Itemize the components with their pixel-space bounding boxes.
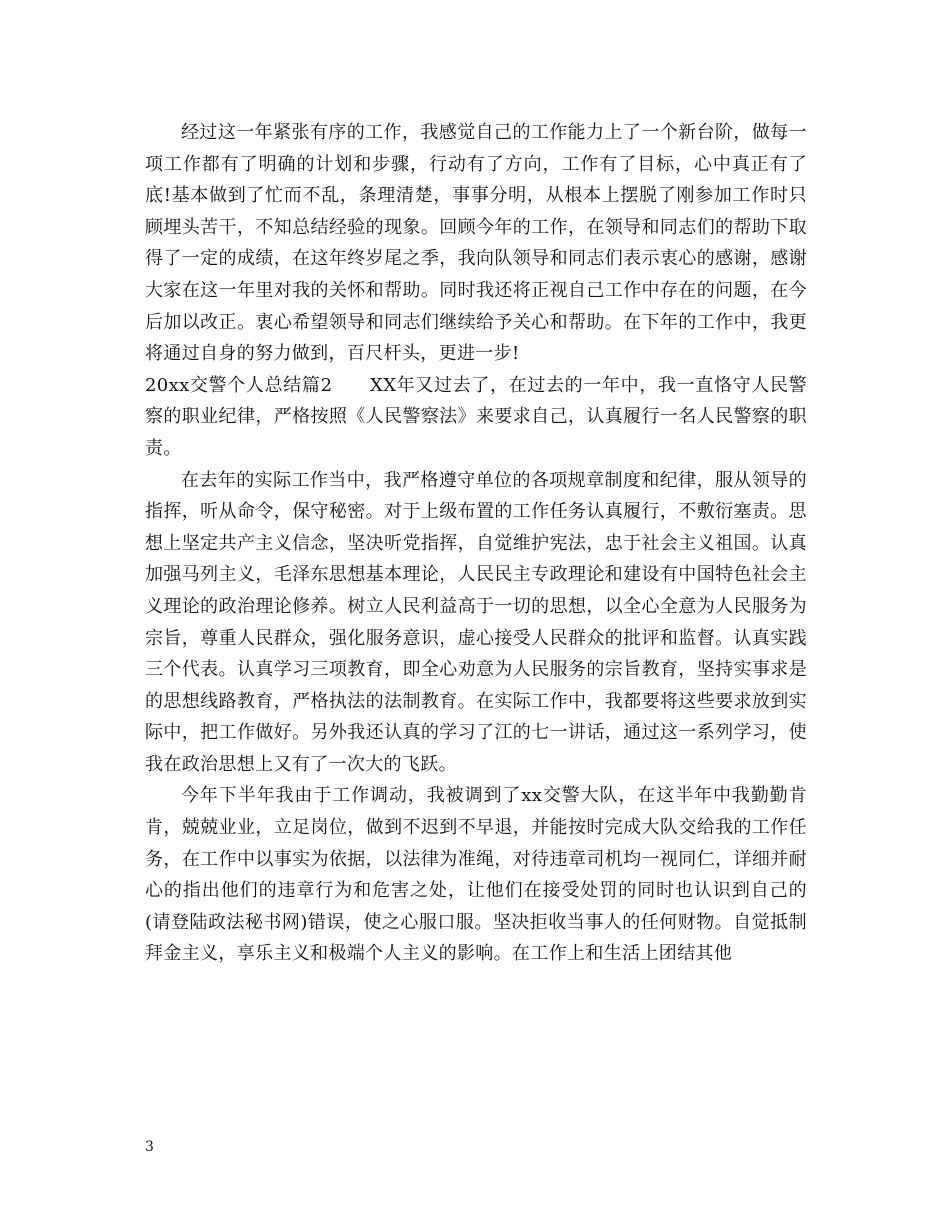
paragraph-4: 今年下半年我由于工作调动，我被调到了xx交警大队，在这半年中我勤勤肯肯，兢兢业业，立足岗位，做到不迟到不早退，并能按时完成大队交给我的工作任务，在工作中以事实为依据，以法律为准绳，对待违章司机均一视同仁，详细并耐心的指出他们的违章行为和危害之处，让他们在接受处罚的同时也认识到自己的(请登陆政法秘书网)错误，使之心服口服。坚决拒收当事人的任何财物。自觉抵制拜金主义，享乐主义和极端个人主义的影响。在工作上和生活上团结其他	[145, 785, 807, 965]
paragraph-2-section-heading: 20xx交警个人总结篇2 XX年又过去了，在过去的一年中，我一直恪守人民警察的职业纪律，严格按照《人民警察法》来要求自己，认真履行一名人民警察的职责。	[145, 374, 807, 459]
paragraph-1: 经过这一年紧张有序的工作，我感觉自己的工作能力上了一个新台阶，做每一项工作都有了明确的计划和步骤，行动有了方向，工作有了目标，心中真正有了底!基本做到了忙而不乱，条理清楚，事事分明，从根本上摆脱了刚参加工作时只顾埋头苦干，不知总结经验的现象。回顾今年的工作，在领导和同志们的帮助下取得了一定的成绩，在这年终岁尾之季，我向队领导和同志们表示衷心的感谢，感谢大家在这一年里对我的关怀和帮助。同时我还将正视自己工作中存在的问题，在今后加以改正。衷心希望领导和同志们继续给予关心和帮助。在下年的工作中，我更将通过自身的努力做到，百尺杆头，更进一步!	[145, 122, 807, 365]
document-body	[145, 117, 807, 970]
paragraph-3: 在去年的实际工作当中，我严格遵守单位的各项规章制度和纪律，服从领导的指挥，听从命令，保守秘密。对于上级布置的工作任务认真履行，不敷衍塞责。思想上坚定共产主义信念，坚决听党指挥，自觉维护宪法，忠于社会主义祖国。认真加强马列主义，毛泽东思想基本理论，人民民主专政理论和建设有中国特色社会主义理论的政治理论修养。树立人民利益高于一切的思想，以全心全意为人民服务为宗旨，尊重人民群众，强化服务意识，虚心接受人民群众的批评和监督。认真实践三个代表。认真学习三项教育，即全心劝意为人民服务的宗旨教育，坚持实事求是的思想线路教育，严格执法的法制教育。在实际工作中，我都要将这些要求放到实际中，把工作做好。另外我还认真的学习了江的七一讲话，通过这一系列学习，使我在政治思想上又有了一次大的飞跃。	[145, 469, 807, 775]
page-number: 3	[145, 1139, 154, 1155]
